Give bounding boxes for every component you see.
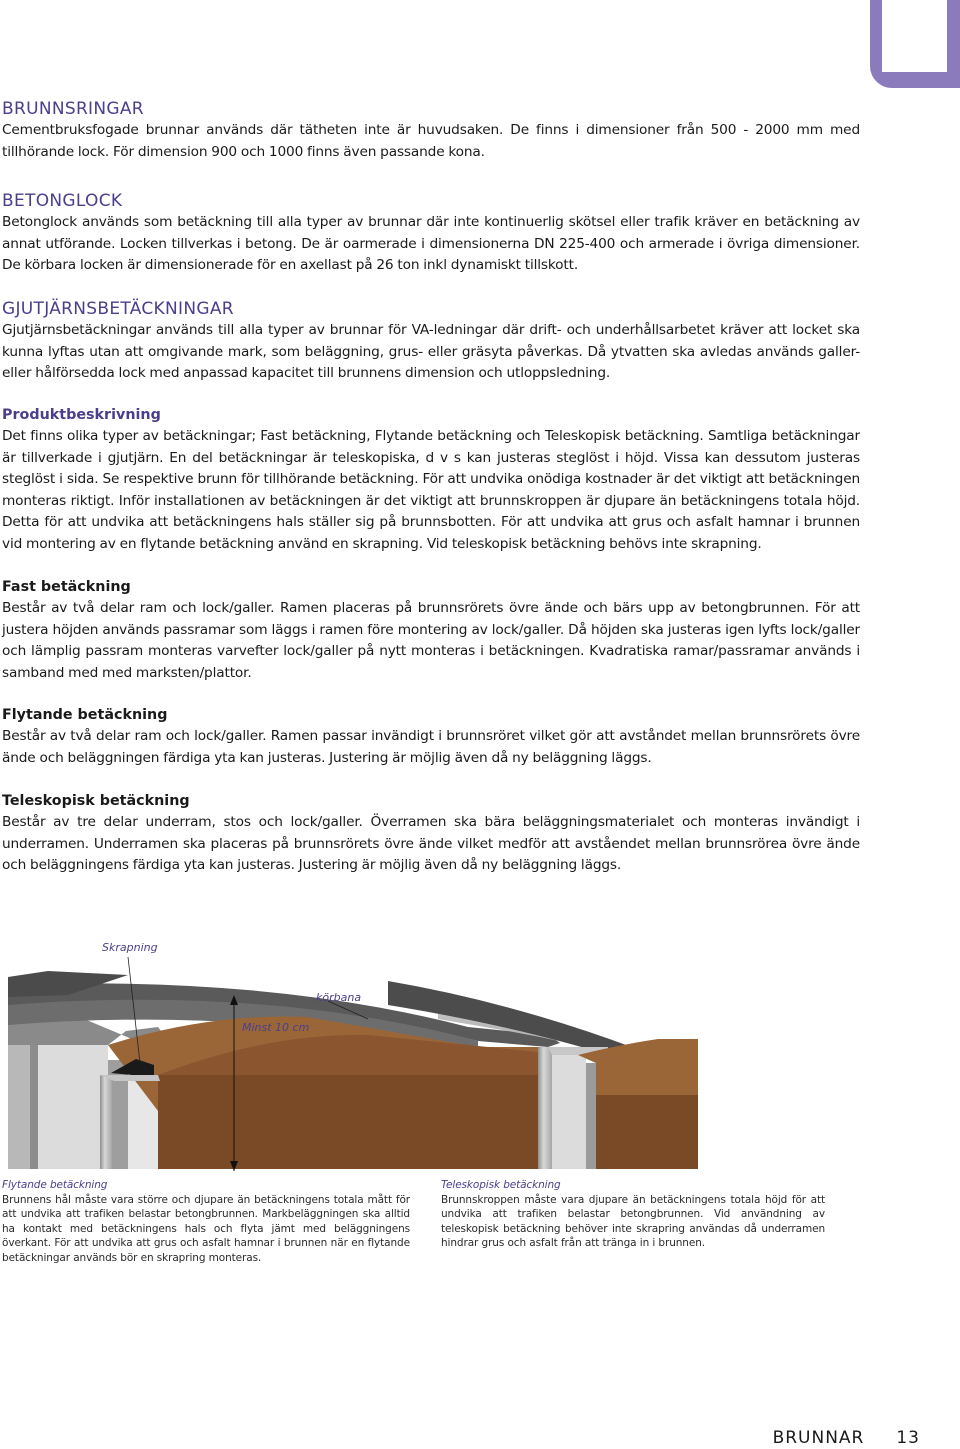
text-flytande: Består av två delar ram och lock/galler. Ramen passar invändigt i brunnsröret vilket gör att avståndet mellan brunnsrörets övre ände och beläggningen färdiga yta kan justeras. Justering är möjlig även då ny beläggning läggs. — [2, 728, 860, 766]
label-minst-10cm: Minst 10 cm — [242, 1021, 310, 1034]
section-flytande — [2, 704, 860, 769]
corner-tab-decoration — [870, 0, 960, 88]
heading-fast: Fast betäckning — [2, 579, 131, 595]
caption-left-text: Brunnens hål måste vara större och djupare än betäckningens totala mått för att undvika att trafiken belastar betongbrunnen. Markbeläggningen ska alltid ha kontakt med betäckningens hals och flyta jämt med beläggningens överkant. För att undvika att grus och asfalt hamnar i brunnen när en flytande betäckningar används bör en skrapring monteras. — [2, 1193, 410, 1264]
text-fast: Består av två delar ram och lock/galler. Ramen placeras på brunnsrörets övre ände och bärs upp av betongbrunnen. För att justera höjden används passramar som läggs i ramen före montering av lock/galler. Då höjden ska justeras igen lyfts lock/galler och lämplig passram monteras varvefter lock/galler på nytt monteras i betäckningen. Kvadratiska ramar/passramar används i samband med med marksten/plattor. — [2, 600, 860, 681]
section-teleskop — [2, 790, 860, 877]
heading-brunnsringar: BRUNNSRINGAR — [2, 99, 144, 119]
page-footer — [773, 1428, 920, 1448]
section-produktbeskrivning — [2, 404, 860, 555]
text-gjutjarn: Gjutjärnsbetäckningar används till alla typer av brunnar för VA-ledningar där drift- och underhållsarbetet kräver att locket ska kunna lyftas utan att omgivande mark, som beläggning, grus- eller gräsyta påverkas. Då ytvatten ska avledas används galler- eller hålförsedda lock med anpassad kapacitet till brunnens dimension och utloppsledning. — [2, 322, 860, 381]
text-produktbeskrivning: Det finns olika typer av betäckningar; Fast betäckning, Flytande betäckning och Teleskopisk betäckning. Samtliga betäckningar är tillverkade i gjutjärn. En del betäckningar är teleskopiska, d v s kan justeras steglöst i höjd. Vissa kan dessutom justeras steglöst i sida. Se respektive brunn för tillhörande betäckning. För att undvika onödiga kostnader är det viktigt att betäckningen monteras riktigt. Inför installationen av betäckningen är det viktigt att brunnskroppen är djupare än betäckningens totala höjd. Detta för att undvika att betäckningens hals ställer sig på brunnsbotten. För att undvika att grus och asfalt hamnar i brunnen vid montering av en flytande betäckning använd en skrapning. Vid teleskopisk betäckning behövs inte skrapning. — [2, 428, 860, 552]
caption-left — [2, 1178, 410, 1266]
heading-produktbeskrivning: Produktbeskrivning — [2, 407, 161, 423]
page-number: 13 — [896, 1428, 920, 1448]
section-brunnsringar — [2, 98, 860, 163]
section-gjutjarn — [2, 298, 860, 385]
caption-right-title: Teleskopisk betäckning — [441, 1179, 561, 1191]
text-betonglock: Betonglock används som betäckning till alla typer av brunnar där inte kontinuerlig skötsel eller trafik kräver en betäckning av annat utförande. Locken tillverkas i betong. De är oarmerade i dimensionerna DN 225-400 och armerade i övriga dimensioner. De körbara locken är dimensionerade för en axellast på 26 ton inkl dynamiskt tillskott. — [2, 214, 860, 273]
heading-flytande: Flytande betäckning — [2, 707, 168, 723]
footer-label: BRUNNAR — [772, 1428, 865, 1448]
caption-left-title: Flytande betäckning — [2, 1179, 108, 1191]
caption-right-text: Brunnskroppen måste vara djupare än betäckningens totala höjd för att undvika att trafiken belastar betongbrunnen. Vid användning av teleskopisk betäckning behöver inte skrapring användas då underramen hindrar grus och asfalt från att tränga in i brunnen. — [441, 1193, 825, 1250]
section-fast — [2, 576, 860, 684]
heading-gjutjarn: GJUTJÄRNSBETÄCKNINGAR — [2, 299, 234, 319]
corner-tab-inner — [882, 0, 947, 72]
label-skrapning: Skrapning — [102, 941, 158, 954]
caption-right — [441, 1178, 825, 1251]
section-betonglock — [2, 190, 860, 277]
heading-teleskop: Teleskopisk betäckning — [2, 793, 190, 809]
heading-betonglock: BETONGLOCK — [2, 191, 123, 211]
text-teleskop: Består av tre delar underram, stos och lock/galler. Överramen ska bära beläggningsmaterialet och monteras invändigt i underramen. Underramen ska placeras på brunnsrörets övre ände vilket medför att avståendet mellan brunnsrörea övre ände och beläggningens färdiga yta kan justeras. Justering är möjlig även då ny beläggning läggs. — [2, 814, 860, 873]
label-korbana: körbana — [316, 991, 362, 1004]
text-brunnsringar: Cementbruksfogade brunnar används där tätheten inte är huvudsaken. De finns i dimensioner från 500 - 2000 mm med tillhörande lock. För dimension 900 och 1000 finns även passande kona. — [2, 122, 860, 160]
cross-section-diagram — [8, 935, 698, 1175]
